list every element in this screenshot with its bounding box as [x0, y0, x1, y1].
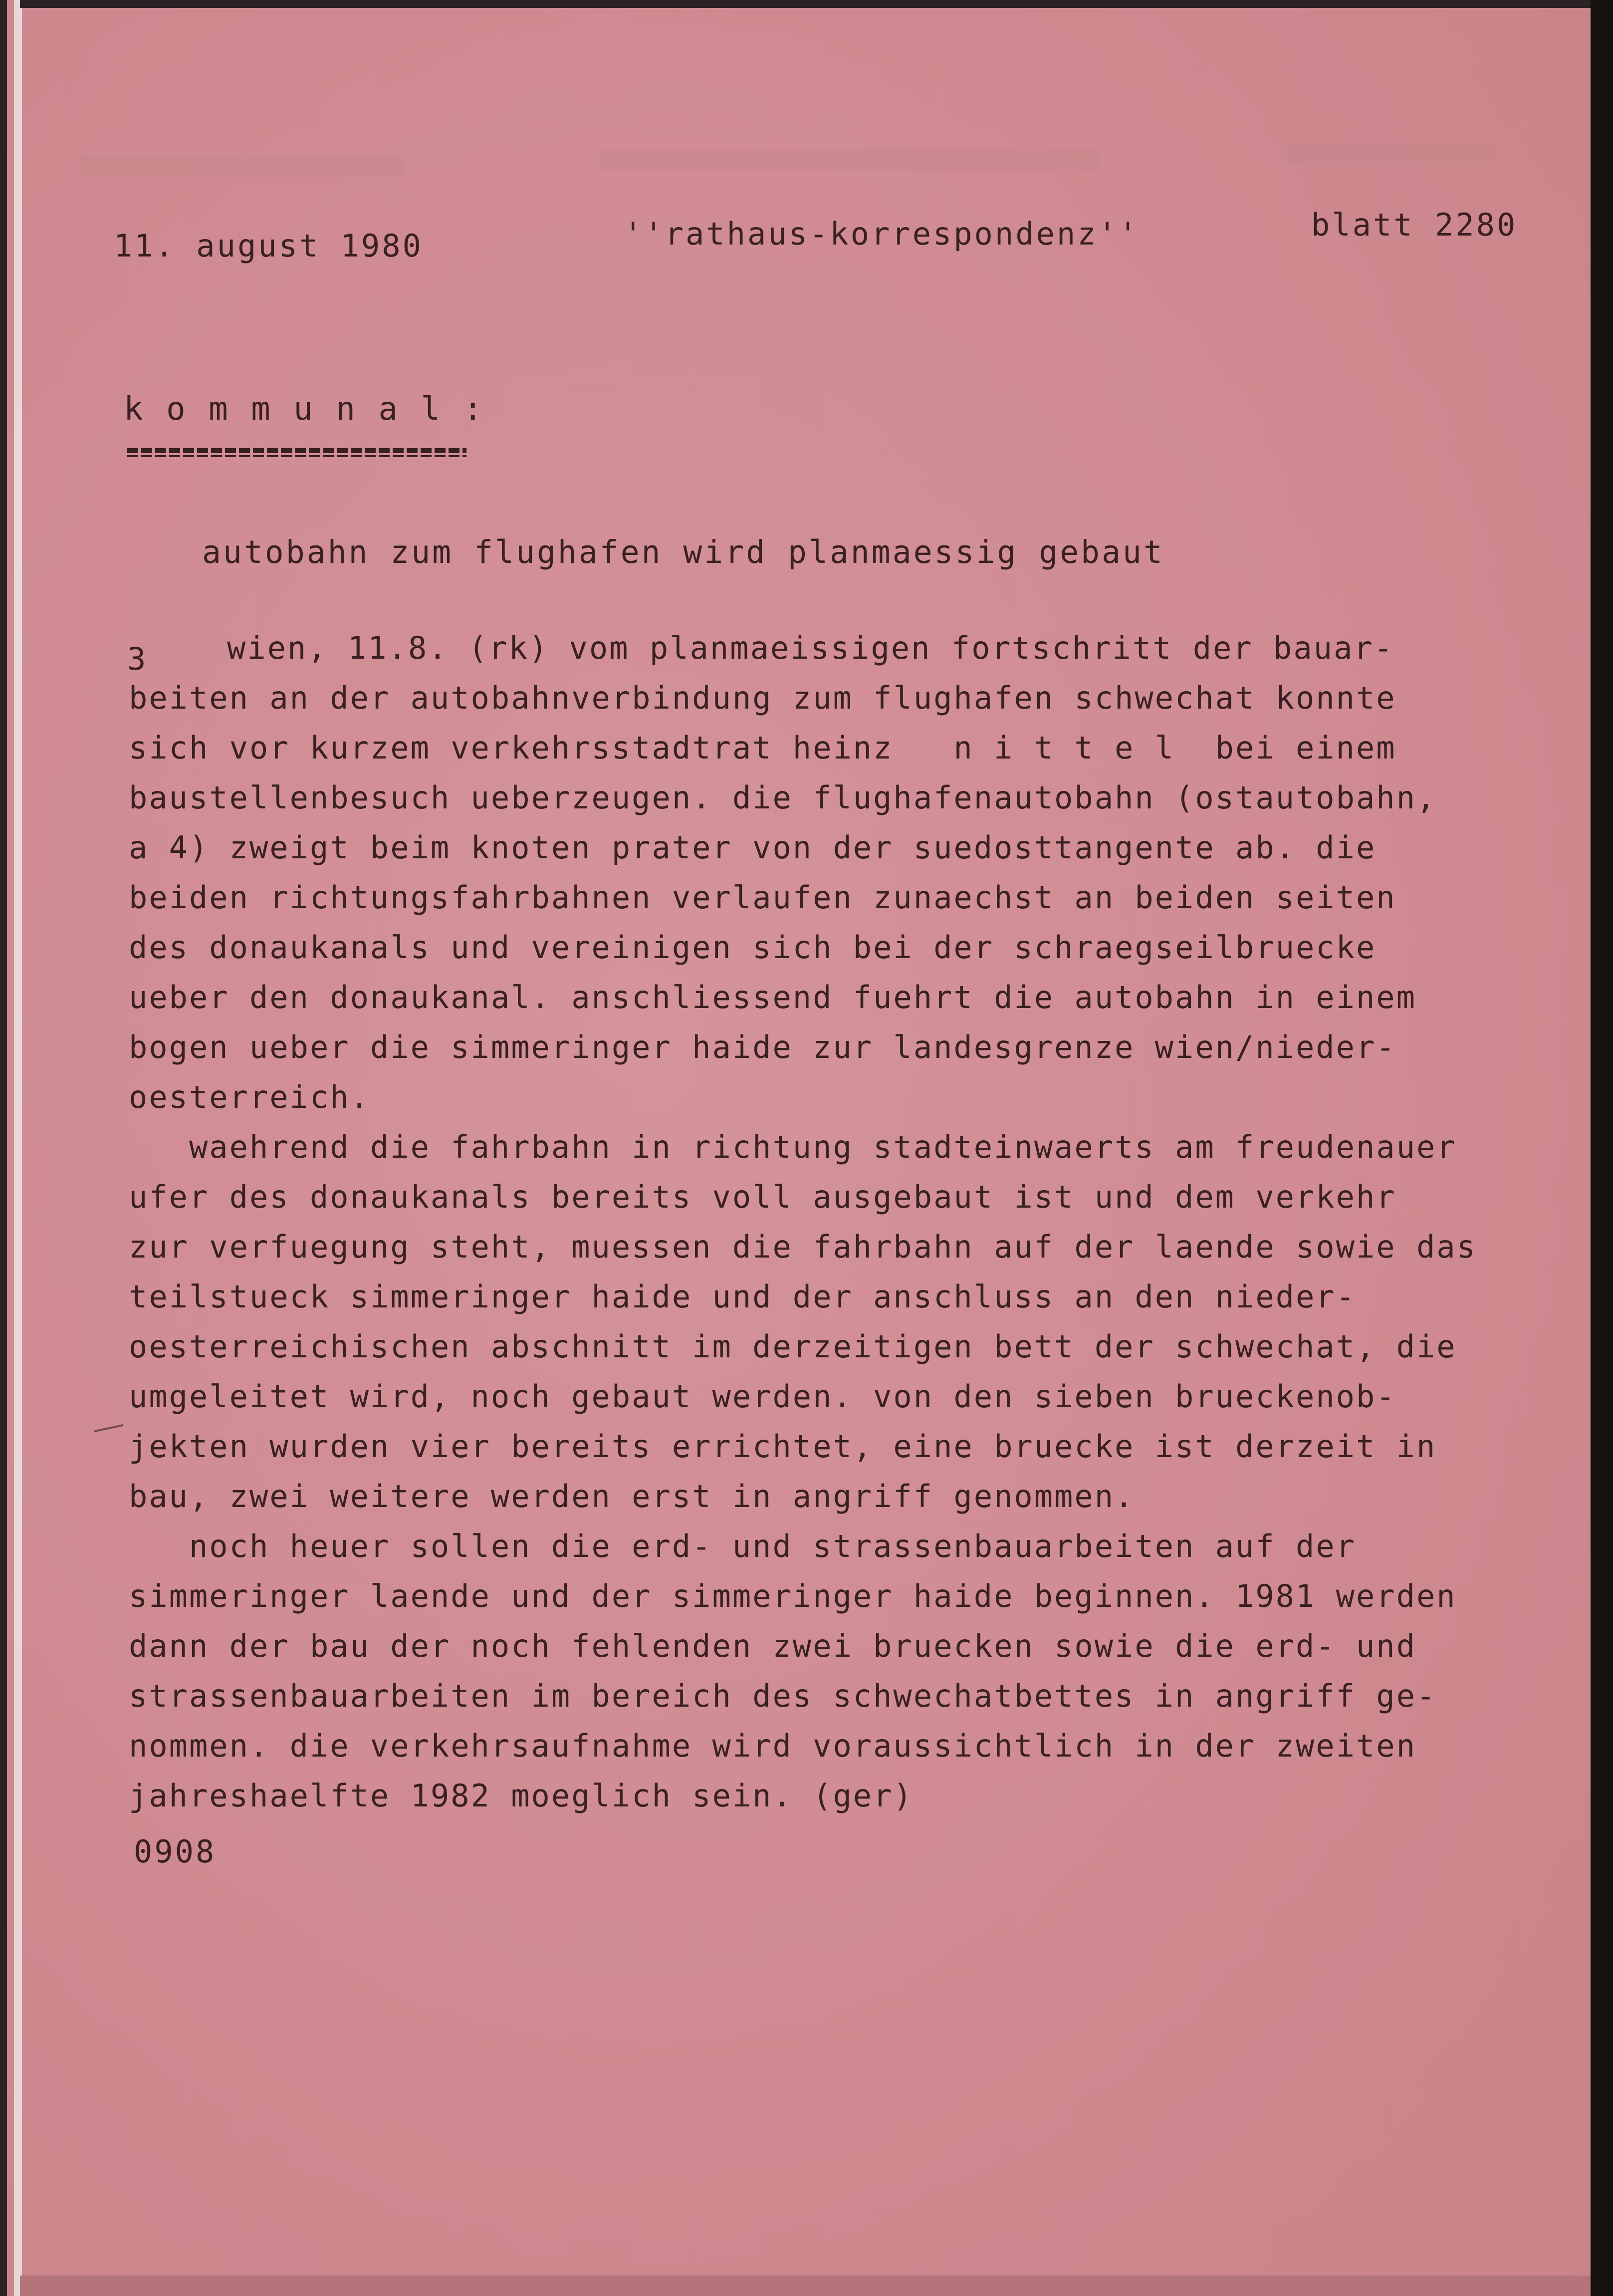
body-line: sich vor kurzem verkehrsstadtrat heinz n i t t e l bei einem [129, 730, 1396, 766]
body-line: dann der bau der noch fehlenden zwei bruecken sowie die erd- und [129, 1628, 1416, 1664]
page-edge [14, 0, 22, 2296]
body-line: bau, zwei weitere werden erst in angriff genommen. [129, 1478, 1135, 1515]
header-sheet-number: blatt 2280 [1311, 207, 1518, 243]
body-line: jahreshaelfte 1982 moeglich sein. (ger) [129, 1778, 914, 1814]
body-line: a 4) zweigt beim knoten prater von der suedosttangente ab. die [129, 829, 1377, 866]
body-line: bogen ueber die simmeringer haide zur landesgrenze wien/nieder- [129, 1029, 1396, 1065]
body-line: beiten an der autobahnverbindung zum flughafen schwechat konnte [129, 680, 1396, 716]
article-headline: autobahn zum flughafen wird planmaessig gebaut [202, 534, 1164, 570]
right-edge [1591, 0, 1613, 2296]
header-date: 11. august 1980 [114, 228, 423, 264]
header-publication: ''rathaus-korrespondenz'' [624, 216, 1140, 252]
body-line: simmeringer laende und der simmeringer haide beginnen. 1981 werden [129, 1578, 1457, 1614]
body-line: waehrend die fahrbahn in richtung stadteinwaerts am freudenauer [129, 1129, 1457, 1165]
body-line: jekten wurden vier bereits errichtet, eine bruecke ist derzeit in [129, 1428, 1437, 1465]
body-line: baustellenbesuch ueberzeugen. die flughafenautobahn (ostautobahn, [129, 779, 1437, 816]
bottom-shade [20, 2276, 1591, 2296]
body-line: oesterreich. [129, 1079, 370, 1115]
body-line: ufer des donaukanals bereits voll ausgebaut ist und dem verkehr [129, 1179, 1396, 1215]
body-line: beiden richtungsfahrbahnen verlaufen zunaechst an beiden seiten [129, 879, 1396, 916]
bleed-through [80, 157, 404, 177]
body-line: des donaukanals und vereinigen sich bei der schraegseilbruecke [129, 929, 1377, 966]
body-line: noch heuer sollen die erd- und strassenbauarbeiten auf der [129, 1528, 1356, 1564]
body-line: ueber den donaukanal. anschliessend fuehrt die autobahn in einem [129, 979, 1416, 1016]
item-number: 3 [127, 641, 148, 677]
body-line: zur verfuegung steht, muessen die fahrbahn auf der laende sowie das [129, 1229, 1477, 1265]
body-line: teilstueck simmeringer haide und der anschluss an den nieder- [129, 1278, 1356, 1315]
body-line: oesterreichischen abschnitt im derzeitigen bett der schwechat, die [129, 1328, 1457, 1365]
section-title: k o m m u n a l : [124, 391, 485, 428]
body-line: nommen. die verkehrsaufnahme wird voraussichtlich in der zweiten [129, 1728, 1416, 1764]
section-underline [127, 448, 466, 453]
top-edge [20, 0, 1591, 8]
body-line: strassenbauarbeiten im bereich des schwechatbettes in angriff ge- [129, 1678, 1437, 1714]
body-line: umgeleitet wird, noch gebaut werden. von den sieben brueckenob- [129, 1378, 1396, 1415]
bleed-through [1287, 145, 1497, 165]
bleed-through [599, 150, 1098, 170]
body-line: wien, 11.8. (rk) vom planmaeissigen fortschritt der bauar- [227, 630, 1394, 666]
closing-code: 0908 [134, 1833, 217, 1870]
